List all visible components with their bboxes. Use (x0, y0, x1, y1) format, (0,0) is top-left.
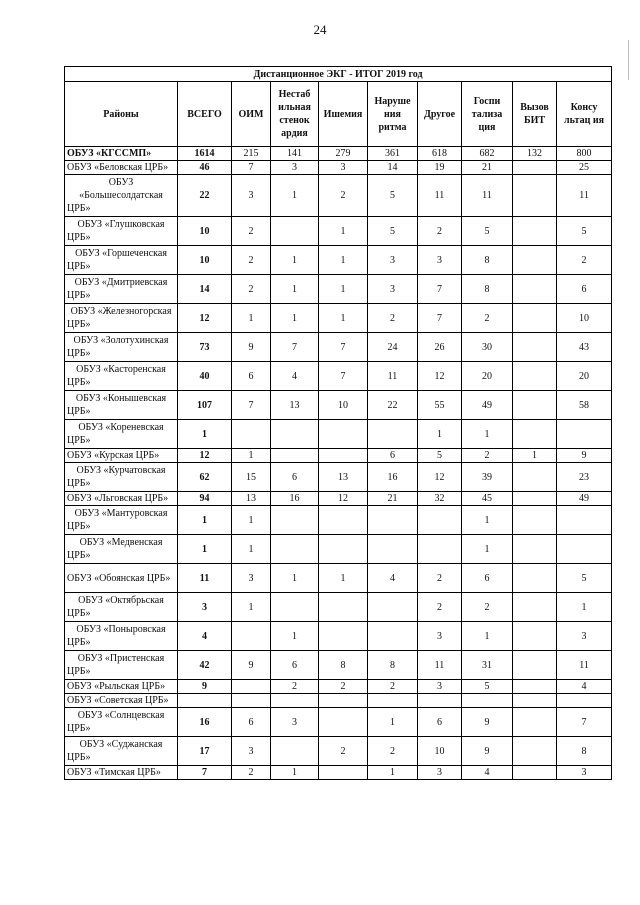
other-cell (418, 506, 462, 535)
hospitalization-cell: 8 (462, 275, 513, 304)
consultation-cell: 5 (557, 564, 612, 593)
table-row (65, 275, 612, 304)
hospitalization-cell: 6 (462, 564, 513, 593)
unstable-angina-cell (271, 506, 319, 535)
ischemia-cell: 1 (319, 246, 368, 275)
oim-cell (232, 622, 271, 651)
district-cell: ОБУЗ «Рыльская ЦРБ» (65, 680, 178, 694)
page-number: 24 (313, 22, 327, 37)
consultation-cell (557, 420, 612, 449)
total-cell: 16 (178, 708, 232, 737)
total-cell: 3 (178, 593, 232, 622)
unstable-angina-cell: 1 (271, 622, 319, 651)
oim-cell: 2 (232, 217, 271, 246)
rhythm-cell: 5 (368, 217, 418, 246)
unstable-angina-cell: 1 (271, 304, 319, 333)
unstable-angina-cell (271, 694, 319, 708)
unstable-angina-cell: 13 (271, 391, 319, 420)
ischemia-cell (319, 449, 368, 463)
header-districts: Районы (65, 82, 178, 147)
bit-call-cell (513, 304, 557, 333)
bit-call-cell (513, 362, 557, 391)
rhythm-cell: 22 (368, 391, 418, 420)
unstable-angina-cell: 1 (271, 275, 319, 304)
hospitalization-cell: 39 (462, 463, 513, 492)
bit-call-cell (513, 275, 557, 304)
other-cell: 55 (418, 391, 462, 420)
consultation-cell (557, 535, 612, 564)
district-cell: ОБУЗ «Тимская ЦРБ» (65, 766, 178, 780)
oim-cell: 9 (232, 333, 271, 362)
other-cell: 32 (418, 492, 462, 506)
other-cell: 11 (418, 175, 462, 217)
table-row (65, 246, 612, 275)
oim-cell: 9 (232, 651, 271, 680)
consultation-cell: 25 (557, 161, 612, 175)
hospitalization-cell: 682 (462, 147, 513, 161)
consultation-cell: 4 (557, 680, 612, 694)
district-cell: ОБУЗ «Дмитриевская ЦРБ» (65, 275, 178, 304)
rhythm-cell: 3 (368, 246, 418, 275)
rhythm-cell: 24 (368, 333, 418, 362)
total-cell: 7 (178, 766, 232, 780)
ischemia-cell (319, 708, 368, 737)
header-rhythm-disorders: Наруше ния ритма (368, 82, 418, 147)
oim-cell: 6 (232, 708, 271, 737)
header-hospitalization: Госпи тализа ция (462, 82, 513, 147)
other-cell: 2 (418, 564, 462, 593)
bit-call-cell (513, 175, 557, 217)
table-row (65, 593, 612, 622)
header-other: Другое (418, 82, 462, 147)
oim-cell: 7 (232, 161, 271, 175)
hospitalization-cell: 11 (462, 175, 513, 217)
district-cell: ОБУЗ «Конышевская ЦРБ» (65, 391, 178, 420)
rhythm-cell (368, 506, 418, 535)
rhythm-cell: 4 (368, 564, 418, 593)
oim-cell (232, 680, 271, 694)
unstable-angina-cell: 2 (271, 680, 319, 694)
bit-call-cell (513, 737, 557, 766)
bit-call-cell (513, 391, 557, 420)
unstable-angina-cell (271, 217, 319, 246)
unstable-angina-cell (271, 593, 319, 622)
table-row (65, 694, 612, 708)
oim-cell: 2 (232, 766, 271, 780)
bit-call-cell (513, 161, 557, 175)
unstable-angina-cell: 1 (271, 175, 319, 217)
hospitalization-cell: 9 (462, 737, 513, 766)
rhythm-cell (368, 593, 418, 622)
unstable-angina-cell: 3 (271, 708, 319, 737)
unstable-angina-cell: 1 (271, 246, 319, 275)
other-cell: 1 (418, 420, 462, 449)
ischemia-cell: 1 (319, 275, 368, 304)
hospitalization-cell: 30 (462, 333, 513, 362)
oim-cell: 7 (232, 391, 271, 420)
total-cell: 73 (178, 333, 232, 362)
total-cell (178, 694, 232, 708)
oim-cell: 2 (232, 275, 271, 304)
ischemia-cell (319, 694, 368, 708)
total-cell: 1 (178, 535, 232, 564)
table-row (65, 333, 612, 362)
bit-call-cell (513, 420, 557, 449)
consultation-cell: 20 (557, 362, 612, 391)
ischemia-cell (319, 535, 368, 564)
hospitalization-cell: 9 (462, 708, 513, 737)
hospitalization-cell: 5 (462, 680, 513, 694)
total-cell: 94 (178, 492, 232, 506)
oim-cell: 3 (232, 564, 271, 593)
district-cell: ОБУЗ «Советская ЦРБ» (65, 694, 178, 708)
hospitalization-cell: 8 (462, 246, 513, 275)
rhythm-cell: 3 (368, 275, 418, 304)
district-cell: ОБУЗ «Курчатовская ЦРБ» (65, 463, 178, 492)
total-cell: 14 (178, 275, 232, 304)
district-cell: ОБУЗ «Поныровская ЦРБ» (65, 622, 178, 651)
bit-call-cell (513, 766, 557, 780)
district-cell: ОБУЗ «Пристенская ЦРБ» (65, 651, 178, 680)
bit-call-cell (513, 622, 557, 651)
bit-call-cell (513, 708, 557, 737)
table-row (65, 535, 612, 564)
hospitalization-cell: 20 (462, 362, 513, 391)
ischemia-cell: 10 (319, 391, 368, 420)
other-cell: 10 (418, 737, 462, 766)
unstable-angina-cell (271, 449, 319, 463)
oim-cell: 1 (232, 593, 271, 622)
ischemia-cell: 2 (319, 737, 368, 766)
other-cell: 7 (418, 304, 462, 333)
bit-call-cell (513, 593, 557, 622)
hospitalization-cell: 1 (462, 535, 513, 564)
total-cell: 1614 (178, 147, 232, 161)
header-unstable-angina: Нестаб ильная стенок ардия (271, 82, 319, 147)
ischemia-cell (319, 593, 368, 622)
header-total: ВСЕГО (178, 82, 232, 147)
bit-call-cell (513, 217, 557, 246)
oim-cell (232, 694, 271, 708)
consultation-cell (557, 506, 612, 535)
rhythm-cell (368, 694, 418, 708)
consultation-cell: 2 (557, 246, 612, 275)
total-cell: 17 (178, 737, 232, 766)
hospitalization-cell: 21 (462, 161, 513, 175)
oim-cell: 13 (232, 492, 271, 506)
hospitalization-cell: 1 (462, 506, 513, 535)
hospitalization-cell: 2 (462, 593, 513, 622)
district-cell: ОБУЗ «Большесолдатская ЦРБ» (65, 175, 178, 217)
district-cell: ОБУЗ «Октябрьская ЦРБ» (65, 593, 178, 622)
ischemia-cell: 1 (319, 304, 368, 333)
ischemia-cell: 8 (319, 651, 368, 680)
other-cell: 26 (418, 333, 462, 362)
unstable-angina-cell: 6 (271, 463, 319, 492)
header-consultation: Консу льтац ия (557, 82, 612, 147)
district-cell: ОБУЗ «Железногорская ЦРБ» (65, 304, 178, 333)
ecg-summary-table (64, 66, 612, 780)
table-row (65, 161, 612, 175)
total-cell: 1 (178, 420, 232, 449)
unstable-angina-cell: 141 (271, 147, 319, 161)
ischemia-cell: 7 (319, 333, 368, 362)
oim-cell: 1 (232, 506, 271, 535)
table-row (65, 506, 612, 535)
district-cell: ОБУЗ «Горшеченская ЦРБ» (65, 246, 178, 275)
other-cell: 3 (418, 766, 462, 780)
table-row (65, 766, 612, 780)
district-cell: ОБУЗ «Касторенская ЦРБ» (65, 362, 178, 391)
consultation-cell (557, 694, 612, 708)
rhythm-cell: 2 (368, 737, 418, 766)
table-row (65, 680, 612, 694)
table-row (65, 175, 612, 217)
table-row (65, 737, 612, 766)
bit-call-cell (513, 680, 557, 694)
rhythm-cell: 14 (368, 161, 418, 175)
oim-cell: 1 (232, 304, 271, 333)
ischemia-cell: 13 (319, 463, 368, 492)
bit-call-cell (513, 694, 557, 708)
other-cell (418, 535, 462, 564)
oim-cell: 2 (232, 246, 271, 275)
consultation-cell: 43 (557, 333, 612, 362)
ischemia-cell: 3 (319, 161, 368, 175)
rhythm-cell: 6 (368, 449, 418, 463)
table-title: Дистанционное ЭКГ - ИТОГ 2019 год (65, 67, 612, 82)
unstable-angina-cell: 4 (271, 362, 319, 391)
bit-call-cell (513, 492, 557, 506)
ischemia-cell: 1 (319, 217, 368, 246)
total-cell: 12 (178, 449, 232, 463)
rhythm-cell: 8 (368, 651, 418, 680)
consultation-cell: 23 (557, 463, 612, 492)
ischemia-cell (319, 506, 368, 535)
other-cell: 3 (418, 246, 462, 275)
consultation-cell: 49 (557, 492, 612, 506)
ischemia-cell: 7 (319, 362, 368, 391)
total-cell: 42 (178, 651, 232, 680)
unstable-angina-cell: 1 (271, 564, 319, 593)
other-cell: 6 (418, 708, 462, 737)
unstable-angina-cell: 16 (271, 492, 319, 506)
margin-mark (628, 40, 637, 80)
total-cell: 1 (178, 506, 232, 535)
bit-call-cell (513, 333, 557, 362)
hospitalization-cell: 5 (462, 217, 513, 246)
hospitalization-cell: 4 (462, 766, 513, 780)
district-cell: ОБУЗ «Солнцевская ЦРБ» (65, 708, 178, 737)
oim-cell: 1 (232, 449, 271, 463)
district-cell: ОБУЗ «Золотухинская ЦРБ» (65, 333, 178, 362)
oim-cell: 3 (232, 737, 271, 766)
hospitalization-cell: 49 (462, 391, 513, 420)
rhythm-cell: 1 (368, 766, 418, 780)
rhythm-cell (368, 535, 418, 564)
rhythm-cell: 16 (368, 463, 418, 492)
total-cell: 4 (178, 622, 232, 651)
bit-call-cell: 132 (513, 147, 557, 161)
unstable-angina-cell (271, 535, 319, 564)
consultation-cell: 58 (557, 391, 612, 420)
other-cell: 12 (418, 362, 462, 391)
consultation-cell: 3 (557, 622, 612, 651)
rhythm-cell: 5 (368, 175, 418, 217)
hospitalization-cell: 2 (462, 304, 513, 333)
other-cell: 2 (418, 217, 462, 246)
ischemia-cell (319, 420, 368, 449)
consultation-cell: 5 (557, 217, 612, 246)
district-cell: ОБУЗ «Обоянская ЦРБ» (65, 564, 178, 593)
rhythm-cell (368, 622, 418, 651)
bit-call-cell (513, 564, 557, 593)
consultation-cell: 800 (557, 147, 612, 161)
total-cell: 10 (178, 246, 232, 275)
bit-call-cell (513, 246, 557, 275)
unstable-angina-cell: 6 (271, 651, 319, 680)
oim-cell: 3 (232, 175, 271, 217)
total-cell: 46 (178, 161, 232, 175)
bit-call-cell (513, 535, 557, 564)
district-cell: ОБУЗ «Курская ЦРБ» (65, 449, 178, 463)
table-row (65, 622, 612, 651)
hospitalization-cell: 45 (462, 492, 513, 506)
table-row (65, 564, 612, 593)
unstable-angina-cell (271, 737, 319, 766)
other-cell: 2 (418, 593, 462, 622)
unstable-angina-cell: 1 (271, 766, 319, 780)
total-cell: 12 (178, 304, 232, 333)
table-row (65, 463, 612, 492)
unstable-angina-cell: 3 (271, 161, 319, 175)
table-row (65, 362, 612, 391)
hospitalization-cell: 2 (462, 449, 513, 463)
unstable-angina-cell (271, 420, 319, 449)
table-row (65, 492, 612, 506)
consultation-cell: 1 (557, 593, 612, 622)
oim-cell: 215 (232, 147, 271, 161)
district-cell: ОБУЗ «Глушковская ЦРБ» (65, 217, 178, 246)
total-cell: 10 (178, 217, 232, 246)
other-cell: 7 (418, 275, 462, 304)
table-row (65, 304, 612, 333)
consultation-cell: 6 (557, 275, 612, 304)
ischemia-cell (319, 766, 368, 780)
bit-call-cell: 1 (513, 449, 557, 463)
oim-cell: 1 (232, 535, 271, 564)
other-cell: 3 (418, 680, 462, 694)
consultation-cell: 8 (557, 737, 612, 766)
district-cell: ОБУЗ «КГССМП» (65, 147, 178, 161)
ischemia-cell: 2 (319, 680, 368, 694)
hospitalization-cell: 1 (462, 420, 513, 449)
district-cell: ОБУЗ «Беловская ЦРБ» (65, 161, 178, 175)
consultation-cell: 3 (557, 766, 612, 780)
total-cell: 22 (178, 175, 232, 217)
other-cell (418, 694, 462, 708)
total-cell: 62 (178, 463, 232, 492)
rhythm-cell: 21 (368, 492, 418, 506)
ischemia-cell: 2 (319, 175, 368, 217)
other-cell: 3 (418, 622, 462, 651)
table-row (65, 708, 612, 737)
bit-call-cell (513, 506, 557, 535)
table-row (65, 217, 612, 246)
rhythm-cell (368, 420, 418, 449)
ischemia-cell (319, 622, 368, 651)
unstable-angina-cell: 7 (271, 333, 319, 362)
table-row (65, 651, 612, 680)
oim-cell: 15 (232, 463, 271, 492)
rhythm-cell: 1 (368, 708, 418, 737)
total-cell: 11 (178, 564, 232, 593)
hospitalization-cell: 31 (462, 651, 513, 680)
other-cell: 11 (418, 651, 462, 680)
ischemia-cell: 12 (319, 492, 368, 506)
other-cell: 12 (418, 463, 462, 492)
bit-call-cell (513, 463, 557, 492)
rhythm-cell: 361 (368, 147, 418, 161)
header-oim: ОИМ (232, 82, 271, 147)
district-cell: ОБУЗ «Медвенская ЦРБ» (65, 535, 178, 564)
ischemia-cell: 1 (319, 564, 368, 593)
table-row (65, 391, 612, 420)
consultation-cell: 11 (557, 175, 612, 217)
total-cell: 40 (178, 362, 232, 391)
total-cell: 9 (178, 680, 232, 694)
ischemia-cell: 279 (319, 147, 368, 161)
header-bit-call: Вызов БИТ (513, 82, 557, 147)
oim-cell: 6 (232, 362, 271, 391)
rhythm-cell: 11 (368, 362, 418, 391)
hospitalization-cell (462, 694, 513, 708)
rhythm-cell: 2 (368, 304, 418, 333)
table-row (65, 420, 612, 449)
hospitalization-cell: 1 (462, 622, 513, 651)
table-row (65, 147, 612, 161)
rhythm-cell: 2 (368, 680, 418, 694)
consultation-cell: 7 (557, 708, 612, 737)
district-cell: ОБУЗ «Кореневская ЦРБ» (65, 420, 178, 449)
consultation-cell: 9 (557, 449, 612, 463)
district-cell: ОБУЗ «Мантуровская ЦРБ» (65, 506, 178, 535)
total-cell: 107 (178, 391, 232, 420)
district-cell: ОБУЗ «Суджанская ЦРБ» (65, 737, 178, 766)
other-cell: 19 (418, 161, 462, 175)
oim-cell (232, 420, 271, 449)
consultation-cell: 10 (557, 304, 612, 333)
bit-call-cell (513, 651, 557, 680)
table-row (65, 449, 612, 463)
district-cell: ОБУЗ «Льговская ЦРБ» (65, 492, 178, 506)
header-ischemia: Ишемия (319, 82, 368, 147)
other-cell: 618 (418, 147, 462, 161)
consultation-cell: 11 (557, 651, 612, 680)
other-cell: 5 (418, 449, 462, 463)
